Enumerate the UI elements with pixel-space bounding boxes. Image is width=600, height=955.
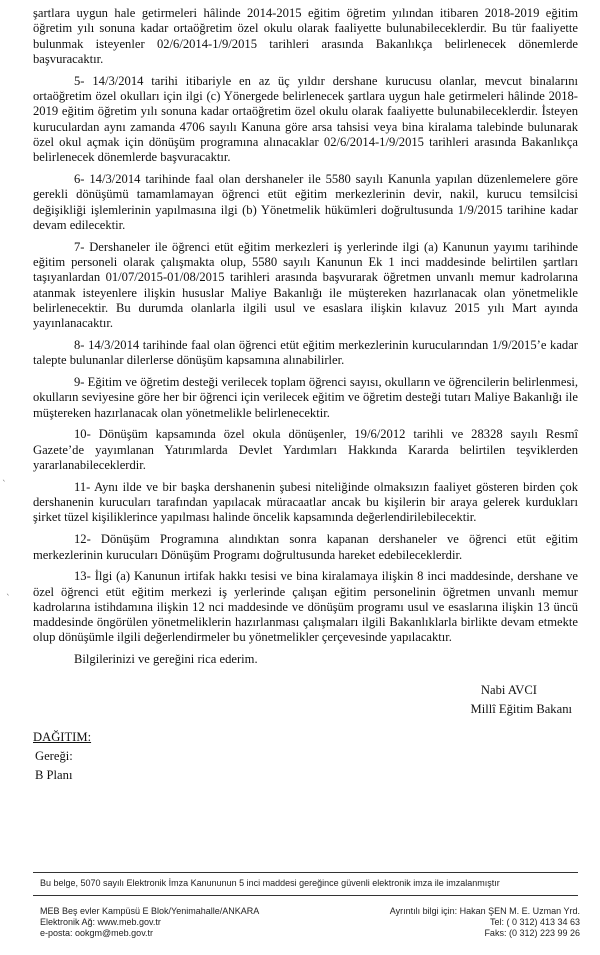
signatory-name: Nabi AVCI [480, 682, 537, 697]
footer-contact: Ayrıntılı bilgi için: Hakan ŞEN M. E. Uzman Yrd. [389, 906, 580, 916]
footer-row [40, 906, 580, 917]
paragraph-6: 6- 14/3/2014 tarihinde faal olan dershaneler ile 5580 sayılı Kanunla yapılan düzenlemelere göre gerekli dönüşümü tamamlamayan öğrenci etüt eğitim merkezlerinin devir, nakil, kurucu temsilcisi değişikliği işlemlerinin yapılmasına ilgi (b) Yönetmelik hükümleri doğrultusunda 1/9/2015 tarihine kadar devam edilecektir. [33, 171, 578, 232]
footer-address: MEB Beş evler Kampüsü E Blok/Yenimahalle/ANKARA [40, 906, 260, 916]
footer-tel: Tel: ( 0 312) 413 34 63 [489, 917, 580, 927]
paragraph-12: 12- Dönüşüm Programına alındıktan sonra kapanan dershaneler ve öğrenci etüt eğitim merkezlerinin kurucuları Dönüşüm Programı doğrultusunda hareket edebileceklerdir. [33, 532, 578, 562]
footer-row [40, 917, 580, 928]
footer-row [40, 928, 580, 939]
paragraph-8: 8- 14/3/2014 tarihinde faal olan öğrenci etüt eğitim merkezlerinin kurucularından 1/9/2015’e kadar talepte bulunanlar dilerlerse dönüşüm kapsamına alınabilirler. [33, 337, 578, 368]
distribution-item: Gereği: [35, 748, 73, 763]
footer-email[interactable]: e-posta: ookgm@meb.gov.tr [40, 928, 154, 938]
footer [40, 906, 580, 939]
signature-block [33, 681, 578, 719]
paragraph-7: 7- Dershaneler ile öğrenci etüt eğitim merkezleri iş yerlerinde ilgi (a) Kanunun yayımı tarihinde eğitim personeli olarak çalışmakta olup, 5580 sayılı Kanunun Ek 1 inci maddesinde belirtilen şartları taşıyanlardan 01/07/2015-01/08/2015 tarihleri arasında başvurarak öğretmen unvanlı memur kadrolarına atanmak isteyenlere ilişkin hususlar Maliye Bakanlığı ile müştereken hazırlanacak olan yönetmelikle belirlenecektir. Bu durumda olanlarla ilgili usul ve esaslara ilişkin kılavuz 2015 yılı Mart ayında yayınlanacaktır. [33, 239, 578, 331]
footer-divider-bottom [33, 895, 578, 896]
distribution-item: B Planı [35, 767, 73, 782]
closing-line: Bilgilerinizi ve gereğini rica ederim. [74, 652, 258, 667]
scan-speck: ` [2, 480, 7, 490]
paragraph-11: 11- Aynı ilde ve bir başka dershanenin şubesi niteliğinde olmaksızın faaliyet gösteren birden çok dershanenin kurucuları tarafından yapılacak müracaatlar ancak bu kişilerin bir araya gelerek kurdukları şirket tüzel kişiliklerince yapılması halinde öncelik kapsamında değerlendirilebilecektir. [33, 479, 578, 525]
e-signature-notice: Bu belge, 5070 sayılı Elektronik İmza Kanununun 5 inci maddesi gereğince güvenli elektronik imza ile imzalanmıştır [40, 878, 500, 888]
paragraph-13: 13- İlgi (a) Kanunun irtifak hakkı tesisi ve bina kiralamaya ilişkin 8 inci maddesinde, dershane ve özel öğrenci etüt eğitim merkezi iş yerlerinde çalışan eğitim personelinin öğretmen unvanlı memur kadrolarına istihdamına ilişkin 12 nci maddesinde ve dönüşüm programı usul ve esaslarına ilişkin 13 üncü maddesinde öngörülen yönetmeliklerin hazırlanması çalışmaları ilgili Bakanlıklarla birlikte devam etmekte olup dönüşümle ilgili değerlendirmeler bu yönetmelikler çerçevesinde yapılacaktır. [33, 569, 578, 645]
footer-fax: Faks: (0 312) 223 99 26 [484, 928, 580, 938]
distribution-block [33, 728, 578, 785]
distribution-title: DAĞITIM: [33, 729, 92, 744]
paragraph-10: 10- Dönüşüm kapsamında özel okula dönüşenler, 19/6/2012 tarihli ve 28328 sayılı Resmî Gazete’de yayımlanan Yatırımlarda Devlet Yardımları Hakkında Kararda belirtilen teşviklerden yararlanabileceklerdir. [33, 427, 578, 473]
paragraph-5: 5- 14/3/2014 tarihi itibariyle en az üç yıldır dershane kurucusu olanlar, mevcut binalarını ortaöğretim özel okulları için ilgi (c) Yönergede belirlenecek şartlara uygun hale getirmeleri hâlinde 2018-2019 eğitim öğretim yılı sonuna kadar ortaöğretim özel okulu olarak faaliyette bulunabileceklerdir. İsteyen kuruculardan aynı zamanda 4706 sayılı Kanuna göre arsa tahsisi veya bina kiralama talebinde bulunarak özel okul açmak için dönüşüm programına alınacaklar 02/6/2014-1/9/2015 tarihleri arasında Bakanlıkça belirlenecek dönemlerde başvuracaktır. [33, 73, 578, 165]
scan-speck: ` [6, 594, 11, 604]
signatory-title: Millî Eğitim Bakanı [470, 701, 572, 716]
paragraph-continued: şartlara uygun hale getirmeleri hâlinde 2014-2015 eğitim öğretim yılından itibaren 2018-2019 eğitim öğretim yılı sonuna kadar ortaöğretim özel okulu olarak faaliyette bulunabileceklerdir. Bu tür faaliyette bulunmak isteyenler 02/6/2014-1/9/2015 tarihleri arasında Bakanlıkça belirlenecek dönemlerde başvuracaktır. [33, 6, 578, 66]
footer-divider-top [33, 872, 578, 873]
footer-web[interactable]: Elektronik Ağ: www.meb.gov.tr [40, 917, 161, 927]
paragraph-9: 9- Eğitim ve öğretim desteği verilecek toplam öğrenci sayısı, okulların ve öğrencilerin belirlenmesi, okulların seviyesine göre her bir öğrenci için verilecek eğitim ve öğretim desteği tutarı Maliye Bakanlığı ile müştereken hazırlanacak olan yönetmelikle belirlenecektir. [33, 375, 578, 420]
